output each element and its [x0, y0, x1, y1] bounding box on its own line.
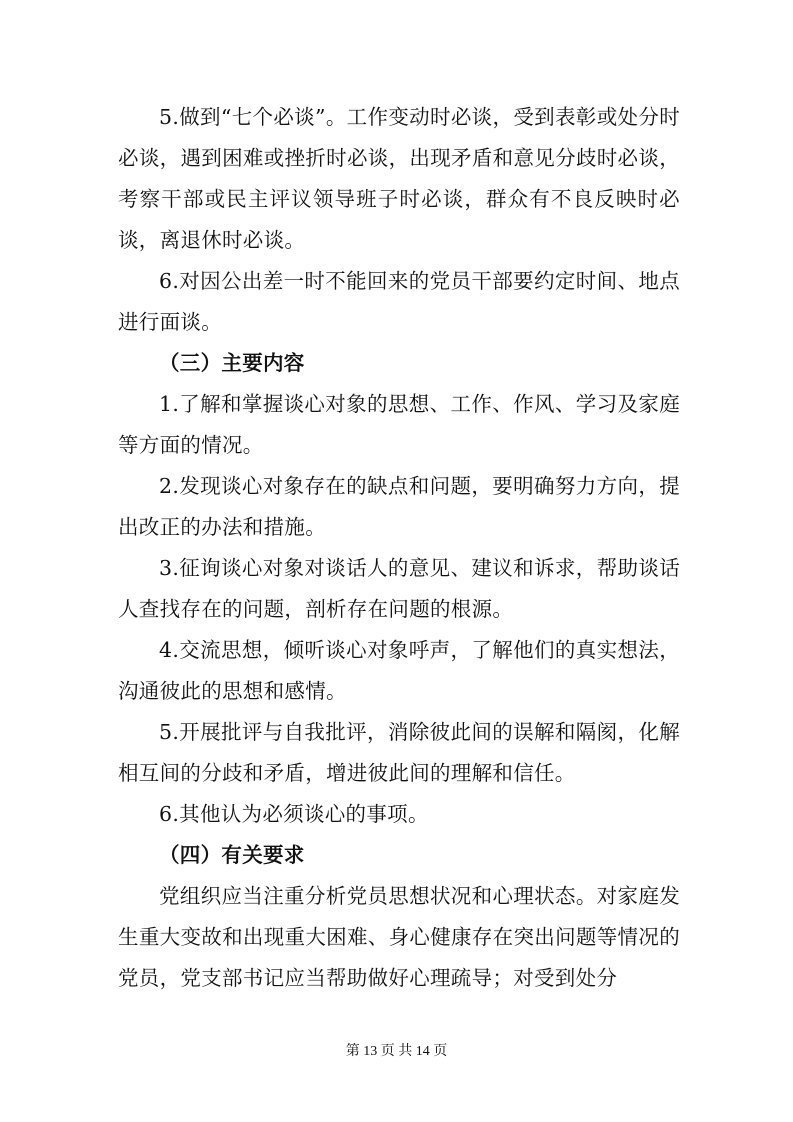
paragraph-content-1: 1.了解和掌握谈心对象的思想、工作、作风、学习及家庭等方面的情况。: [118, 392, 680, 457]
paragraph-business-trip: 6.对因公出差一时不能回来的党员干部要约定时间、地点进行面谈。: [118, 269, 680, 334]
paragraph-content-5: 5.开展批评与自我批评，消除彼此间的误解和隔阂，化解相互间的分歧和矛盾，增进彼此间的理解和信任。: [118, 720, 680, 785]
paragraph-content-3: 3.征询谈心对象对谈话人的意见、建议和诉求，帮助谈话人查找存在的问题，剖析存在问题的根源。: [118, 556, 680, 621]
paragraph-content-2: 2.发现谈心对象存在的缺点和问题，要明确努力方向，提出改正的办法和措施。: [118, 474, 680, 539]
section-heading-requirements: （四）有关要求: [159, 843, 305, 867]
paragraph-requirements: 党组织应当注重分析党员思想状况和心理状态。对家庭发生重大变故和出现重大困难、身心健康存在突出问题等情况的党员，党支部书记应当帮助做好心理疏导；对受到处分: [118, 884, 680, 990]
paragraph-talk-occasions: 5.做到“七个必谈”。工作变动时必谈，受到表彰或处分时必谈，遇到困难或挫折时必谈，出现矛盾和意见分歧时必谈，考察干部或民主评议领导班子时必谈，群众有不良反映时必谈，离退休时必谈。: [118, 105, 680, 252]
page-footer: [0, 1040, 793, 1060]
paragraph-content-4: 4.交流思想，倾听谈心对象呼声，了解他们的真实想法，沟通彼此的思想和感情。: [118, 638, 680, 703]
page-number-label: 第 13 页 共 14 页: [345, 1044, 448, 1059]
document-body: [118, 97, 680, 999]
section-heading-main-content: （三）主要内容: [159, 351, 305, 375]
paragraph-content-6: 6.其他认为必须谈心的事项。: [159, 802, 429, 826]
